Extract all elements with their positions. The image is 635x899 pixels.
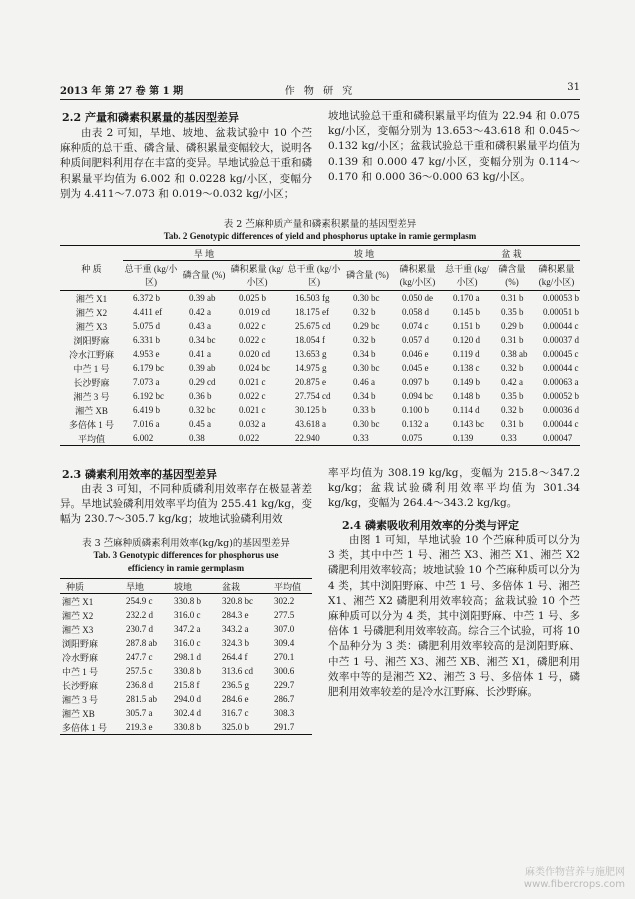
table3-variety-cell: 湘苎 3 号	[62, 694, 99, 705]
table2-cell: 18.175 ef	[295, 307, 329, 317]
table2-row	[60, 403, 580, 417]
table3-variety-cell: 中苎 1 号	[62, 666, 99, 677]
table2-group-slope: 坡 地	[285, 246, 443, 261]
table2-cell: 18.054 f	[295, 335, 325, 345]
table3-variety-cell: 浏阳野麻	[62, 638, 99, 649]
header-rule	[60, 99, 580, 100]
table2-cell: 0.149 b	[453, 377, 480, 387]
table3-cell: 284.3 e	[222, 610, 249, 620]
table2-cell: 6.179 bc	[133, 363, 164, 373]
table2-cell: 0.35 b	[501, 391, 524, 401]
table2-variety-cell: 湘苎 3 号	[73, 391, 110, 402]
table2-cell: 0.42 a	[189, 307, 211, 317]
table2-variety-header: 种 质	[60, 246, 123, 291]
table2-cell: 0.38 ab	[501, 349, 528, 359]
table2-cell: 0.00047	[543, 433, 573, 443]
table3-header-variety: 种质	[66, 581, 85, 592]
table2-col-header: 磷含量 (%)	[498, 263, 526, 287]
table3-variety-cell: 多倍体 1 号	[62, 722, 108, 733]
table2-cell: 0.019 cd	[239, 307, 270, 317]
table2-cell: 6.002	[133, 433, 154, 443]
table2-cell: 0.022 c	[239, 335, 266, 345]
table3-cell: 308.3	[274, 708, 295, 718]
table2-cell: 0.148 b	[453, 391, 480, 401]
table3-row	[60, 664, 312, 678]
table2-row	[60, 361, 580, 375]
table2-cell: 0.022 c	[239, 321, 266, 331]
journal-issue: 2013 年 第 27 卷 第 1 期	[60, 86, 184, 97]
table3-cell: 305.7 a	[126, 708, 153, 718]
table2-cell: 0.145 b	[453, 307, 480, 317]
table2-cell: 0.119 d	[453, 349, 480, 359]
table2-cell: 0.34 b	[353, 391, 376, 401]
table3-cell: 313.6 cd	[222, 666, 253, 676]
table2-cell: 0.021 c	[239, 405, 266, 415]
table2-cell: 25.675 cd	[295, 321, 331, 331]
table3-cell: 284.6 e	[222, 694, 249, 704]
table2-cell: 0.025 b	[239, 293, 266, 303]
table3-row	[60, 678, 312, 692]
table3-cell: 277.5	[274, 610, 295, 620]
table3-cell: 215.8 f	[174, 680, 200, 690]
table2-cell: 5.075 d	[133, 321, 160, 331]
table2-col-header: 总干重 (kg/小区)	[445, 263, 489, 287]
table2-cell: 0.120 d	[453, 335, 480, 345]
table3-row	[60, 650, 312, 664]
table2-cell: 14.975 g	[295, 363, 327, 373]
table2-col-header: 磷积累量 (kg/小区)	[399, 263, 436, 287]
table2	[60, 245, 580, 446]
table3-cell: 294.0 d	[174, 694, 201, 704]
table2-variety-cell: 多倍体 1 号	[68, 419, 114, 430]
table2-cell: 0.29 bc	[353, 321, 380, 331]
table2-cell: 0.36 b	[189, 391, 212, 401]
table2-cell: 0.075	[402, 433, 423, 443]
table2-cell: 0.39 ab	[189, 363, 216, 373]
table2-cell: 6.419 b	[133, 405, 160, 415]
table3-cell: 347.2 a	[174, 624, 201, 634]
table2-row	[60, 431, 580, 446]
table3-cell: 325.0 b	[222, 722, 249, 732]
section-2-3-left-text: 由表 3 可知，不同种质磷利用效率存在极显著差异。旱地试验磷利用效率平均值为 255.41 kg/kg，变幅为 230.7～305.7 kg/kg；坡地试验磷利用效	[60, 483, 312, 526]
table2-cell: 0.00044 c	[543, 321, 579, 331]
table2-cell: 0.022	[239, 433, 260, 443]
section-2-2-title: 2.2 产量和磷素积累量的基因型差异	[62, 111, 239, 124]
table3-caption-en-2: efficiency in ramie germplasm	[127, 563, 245, 573]
table3-row	[60, 594, 312, 609]
section-2-4-text: 由图 1 可知，旱地试验 10 个苎麻种质可以分为 3 类，其中中苎 1 号、湘苎 X3、湘苎 X1、湘苎 X2 磷肥利用效率较高；坡地试验 10 个苎麻种质可以分为 4 类，其中浏阳野麻、中苎 1 号、多倍体 1 号、湘苎 X1、湘苎 X2 磷肥利用效率较高；盆栽试验 10 个苎麻种质可以分为 4 类，其中浏阳野麻、中苎 1 号、多倍体 1 号磷肥利用效率较高。综合三个试验，可将 10 个品种分为 3 类：磷肥利用效率较高的是浏阳野麻、中苎 1 号、湘苎 X3、湘苎 XB、湘苎 X1，磷肥利用效率中等的是湘苎 X2、湘苎 3 号、多倍体 1 号，磷肥利用效率较差的是冷水江野麻、长沙野麻。	[328, 534, 580, 699]
table3-cell: 230.7 d	[126, 624, 153, 634]
table3-cell: 330.8 b	[174, 722, 201, 732]
table3-row	[60, 692, 312, 706]
table2-cell: 0.30 bc	[353, 293, 380, 303]
table3-caption-cn: 表 3 苎麻种质磷素利用效率(kg/kg)的基因型差异	[82, 538, 290, 549]
table2-cell: 0.022 c	[239, 391, 266, 401]
table2-row	[60, 319, 580, 333]
table3-cell: 291.7	[274, 722, 295, 732]
table3-cell: 302.4 d	[174, 708, 201, 718]
table2-cell: 0.094 bc	[402, 391, 433, 401]
table2-cell: 0.31 b	[501, 293, 524, 303]
table2-cell: 0.32 bc	[189, 405, 216, 415]
section-2-4-title: 2.4 磷素吸收利用效率的分类与评定	[342, 519, 519, 532]
table3-cell: 316.0 c	[174, 638, 201, 648]
table2-col-header: 总干重 (kg/小区)	[124, 263, 178, 287]
table3-cell: 307.0	[274, 624, 295, 634]
table2-cell: 0.00063 a	[543, 377, 579, 387]
table2-row	[60, 375, 580, 389]
table2-variety-cell: 湘苎 X2	[75, 307, 108, 318]
table3-cell: 281.5 ab	[126, 694, 157, 704]
table3-variety-cell: 湘苎 X1	[62, 596, 94, 607]
table2-group-dryland: 旱 地	[123, 246, 285, 261]
table3-cell: 309.4	[274, 638, 295, 648]
table3-cell: 236.5 g	[222, 680, 249, 690]
table2-cell: 0.34 bc	[189, 335, 216, 345]
table2-row	[60, 333, 580, 347]
table2-cell: 0.32 b	[353, 307, 376, 317]
table2-group-pot: 盆 栽	[443, 246, 580, 261]
table2-cell: 0.024 bc	[239, 363, 270, 373]
table2-row	[60, 417, 580, 431]
table2-cell: 0.33	[501, 433, 517, 443]
table2-cell: 0.100 b	[402, 405, 429, 415]
table3-cell: 232.2 d	[126, 610, 153, 620]
table3-cell: 298.1 d	[174, 652, 201, 662]
table2-cell: 0.143 bc	[453, 419, 484, 429]
table2-variety-cell: 湘苎 XB	[75, 405, 108, 416]
table2-cell: 0.30 bc	[353, 363, 380, 373]
table2-cell: 0.46 a	[353, 377, 375, 387]
table2-cell: 0.00044 c	[543, 419, 579, 429]
table2-cell: 0.39 ab	[189, 293, 216, 303]
table3-caption-en-1: Tab. 3 Genotypic differences for phosphorus use	[93, 550, 279, 560]
table3-cell: 330.8 b	[174, 596, 201, 606]
table3-row	[60, 636, 312, 650]
section-2-3-right-text: 率平均值为 308.19 kg/kg，变幅为 215.8～347.2 kg/kg；盆栽试验磷利用效率平均值为 301.34 kg/kg，变幅为 264.4～343.2 kg/kg。	[328, 467, 580, 510]
table2-cell: 0.32 b	[501, 405, 524, 415]
table3-row	[60, 706, 312, 720]
table2-cell: 0.38	[189, 433, 205, 443]
table3-cell: 219.3 e	[126, 722, 153, 732]
table3-cell: 302.2	[274, 596, 295, 606]
table3-variety-cell: 冷水野麻	[62, 652, 99, 663]
table2-cell: 13.653 g	[295, 349, 327, 359]
table2-cell: 0.139	[453, 433, 474, 443]
table3-cell: 247.7 c	[126, 652, 153, 662]
table2-cell: 0.41 a	[189, 349, 211, 359]
table3-cell: 257.5 c	[126, 666, 153, 676]
section-2-2-right-text: 坡地试验总干重和磷积累量平均值为 22.94 和 0.075 kg/小区，变幅分别为 13.653～43.618 和 0.045～0.132 kg/小区；盆栽试验总干重和磷积累量平均值为 0.139 和 0.000 47 kg/小区，变幅分别为 0.114～0.170 和 0.000 36～0.000 63 kg/小区。	[328, 110, 580, 183]
table2-cell: 0.33	[353, 433, 369, 443]
table3-header-slope: 坡地	[174, 581, 193, 592]
table3-cell: 270.1	[274, 652, 295, 662]
table3-cell: 286.7	[274, 694, 295, 704]
table2-col-header: 总干重 (kg/小区)	[287, 263, 341, 287]
table3-cell: 316.7 c	[222, 708, 249, 718]
table2-cell: 4.953 e	[133, 349, 160, 359]
table2-cell: 6.372 b	[133, 293, 160, 303]
table2-cell: 0.046 e	[402, 349, 429, 359]
table2-cell: 0.32 b	[353, 335, 376, 345]
table2-cell: 0.020 cd	[239, 349, 270, 359]
table3-header-pot: 盆栽	[222, 581, 241, 592]
table2-cell: 0.074 c	[402, 321, 429, 331]
watermark-line-1: 麻类作物营养与施肥网	[525, 867, 625, 878]
table3-cell: 264.4 f	[222, 652, 248, 662]
table2-cell: 0.00037 d	[543, 335, 579, 345]
table3-cell: 330.8 b	[174, 666, 201, 676]
table2-cell: 0.31 b	[501, 335, 524, 345]
table3-cell: 287.8 ab	[126, 638, 157, 648]
table2-cell: 0.00053 b	[543, 293, 579, 303]
section-2-2-left-text: 由表 2 可知，旱地、坡地、盆栽试验中 10 个苎麻种质的总干重、磷含量、磷积累量变幅较大，说明各种质间肥料利用存在丰富的变异。旱地试验总干重和磷积累量平均值为 6.002 和 0.0228 kg/小区，变幅分别为 4.411～7.073 和 0.019～0.032 kg/小区；	[60, 127, 312, 200]
table2-cell: 0.00052 b	[543, 391, 579, 401]
watermark	[524, 867, 625, 891]
table2-cell: 0.132 a	[402, 419, 429, 429]
table3-cell: 300.6	[274, 666, 295, 676]
table2-cell: 0.021 c	[239, 377, 266, 387]
table2-cell: 0.42 a	[501, 377, 523, 387]
table3-cell: 254.9 c	[126, 596, 153, 606]
table3-row	[60, 720, 312, 735]
table2-variety-cell: 浏阳野麻	[73, 335, 110, 346]
table3-row	[60, 622, 312, 636]
table3-header-dryland: 旱地	[126, 581, 145, 592]
journal-title: 作 物 研 究	[284, 86, 356, 97]
table2-cell: 22.940	[295, 433, 320, 443]
table2-variety-cell: 湘苎 X3	[75, 321, 108, 332]
table2-cell: 0.151 b	[453, 321, 480, 331]
table3-variety-cell: 湘苎 XB	[62, 708, 95, 719]
table3-variety-cell: 湘苎 X2	[62, 610, 94, 621]
table2-row	[60, 291, 580, 306]
table2-cell: 0.00051 b	[543, 307, 579, 317]
table2-cell: 6.331 b	[133, 335, 160, 345]
table2-cell: 6.192 bc	[133, 391, 164, 401]
table2-cell: 4.411 ef	[133, 307, 163, 317]
table2-cell: 0.00044 c	[543, 363, 579, 373]
table2-row	[60, 347, 580, 361]
table2-col-header: 磷含量 (%)	[346, 270, 389, 280]
table3-cell: 316.0 c	[174, 610, 201, 620]
table3-cell: 229.7	[274, 680, 295, 690]
table2-cell: 0.35 b	[501, 307, 524, 317]
table2-row	[60, 389, 580, 403]
table2-col-header: 磷积累量 (kg/小区)	[230, 263, 284, 287]
section-2-3-title: 2.3 磷素利用效率的基因型差异	[62, 468, 217, 481]
table2-cell: 0.045 e	[402, 363, 429, 373]
table2-cell: 0.43 a	[189, 321, 211, 331]
table2-caption-en: Tab. 2 Genotypic differences of yield and phosphorus uptake in ramie germplasm	[163, 231, 477, 241]
table3-row	[60, 608, 312, 622]
table2-variety-cell: 平均值	[77, 433, 105, 444]
table2-variety-cell: 湘苎 X1	[75, 293, 108, 304]
page-number: 31	[567, 82, 580, 93]
table2-cell: 0.032 a	[239, 419, 266, 429]
table3-variety-cell: 湘苎 X3	[62, 624, 94, 635]
table2-cell: 0.29 cd	[189, 377, 216, 387]
table2-cell: 0.31 b	[501, 419, 524, 429]
table2-cell: 27.754 cd	[295, 391, 331, 401]
table2-cell: 0.00036 d	[543, 405, 579, 415]
table3-variety-cell: 长沙野麻	[62, 680, 99, 691]
table3-cell: 320.8 bc	[222, 596, 253, 606]
table2-cell: 7.073 a	[133, 377, 160, 387]
table2-variety-cell: 中苎 1 号	[73, 363, 110, 374]
table2-cell: 0.34 b	[353, 349, 376, 359]
watermark-url: www.fibercrops.com	[523, 879, 625, 890]
table2-cell: 0.138 c	[453, 363, 480, 373]
table3-cell: 343.2 a	[222, 624, 249, 634]
table2-cell: 0.058 d	[402, 307, 429, 317]
table2-cell: 0.32 b	[501, 363, 524, 373]
table2-row	[60, 305, 580, 319]
table2-caption-cn: 表 2 苎麻种质产量和磷素积累量的基因型差异	[223, 219, 417, 230]
table2-cell: 7.016 a	[133, 419, 160, 429]
table2-cell: 0.170 a	[453, 293, 480, 303]
table2-cell: 16.503 fg	[295, 293, 330, 303]
table2-cell: 0.057 d	[402, 335, 429, 345]
table2-cell: 0.050 de	[402, 293, 433, 303]
table2-cell: 0.097 b	[402, 377, 429, 387]
table2-variety-cell: 长沙野麻	[73, 377, 110, 388]
table2-cell: 0.114 d	[453, 405, 480, 415]
table2-cell: 0.33 b	[353, 405, 376, 415]
table2-cell: 20.875 e	[295, 377, 326, 387]
table2-cell: 30.125 b	[295, 405, 327, 415]
table2-col-header: 磷含量 (%)	[182, 270, 226, 280]
table2-variety-cell: 冷水江野麻	[68, 349, 114, 360]
table2-cell: 0.45 a	[189, 419, 211, 429]
table2-cell: 0.30 bc	[353, 419, 380, 429]
table3-cell: 236.8 d	[126, 680, 153, 690]
table3	[60, 578, 312, 735]
table3-header-mean: 平均值	[274, 581, 302, 592]
table3-cell: 324.3 b	[222, 638, 249, 648]
table2-cell: 0.29 b	[501, 321, 524, 331]
table2-cell: 0.00045 c	[543, 349, 579, 359]
table2-cell: 43.618 a	[295, 419, 326, 429]
running-header	[60, 82, 580, 96]
table2-col-header: 磷积累量 (kg/小区)	[538, 263, 575, 287]
